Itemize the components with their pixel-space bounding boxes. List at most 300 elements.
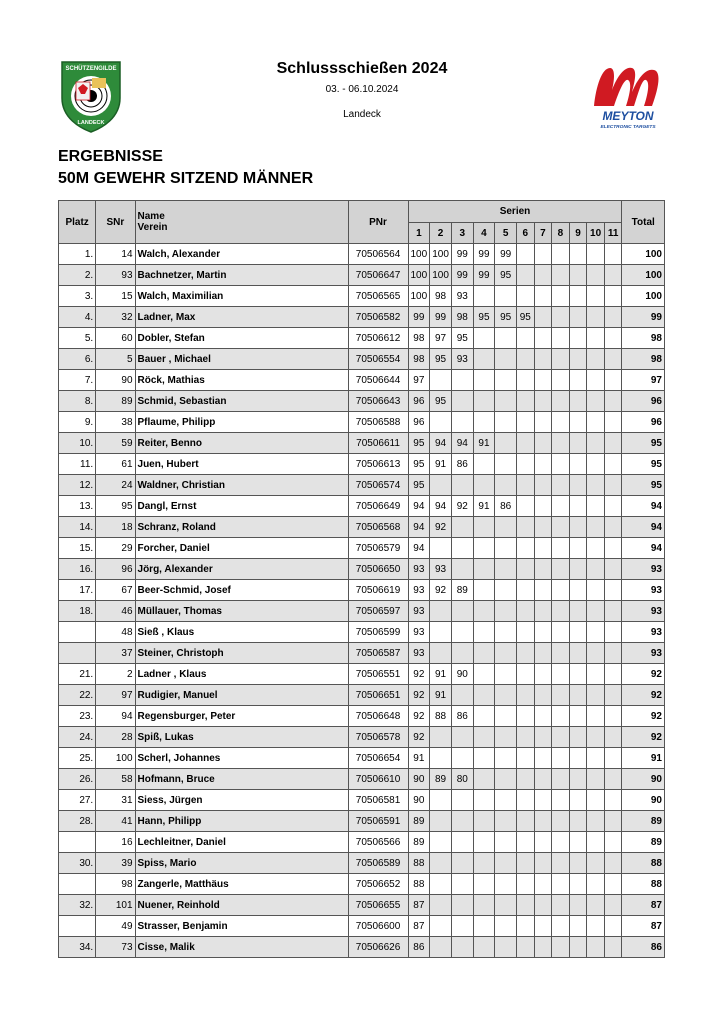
cell-series-7: [534, 706, 552, 727]
cell-series-2: 97: [430, 328, 452, 349]
cell-series-11: [604, 937, 622, 958]
cell-platz: 27.: [59, 790, 96, 811]
cell-series-9: [569, 895, 587, 916]
cell-series-7: [534, 307, 552, 328]
cell-platz: 16.: [59, 559, 96, 580]
cell-series-10: [587, 769, 605, 790]
cell-series-1: 91: [408, 748, 430, 769]
cell-series-7: [534, 559, 552, 580]
cell-series-3: 99: [451, 265, 473, 286]
cell-series-8: [552, 580, 570, 601]
cell-series-11: [604, 370, 622, 391]
cell-total: 93: [622, 643, 665, 664]
cell-pnr: 70506600: [348, 916, 408, 937]
cell-series-3: [451, 601, 473, 622]
cell-series-9: [569, 790, 587, 811]
cell-total: 93: [622, 580, 665, 601]
cell-pnr: 70506566: [348, 832, 408, 853]
cell-series-7: [534, 853, 552, 874]
cell-series-1: 93: [408, 559, 430, 580]
table-row: [59, 580, 665, 601]
cell-name: Regensburger, Peter: [135, 706, 348, 727]
cell-name: Ladner , Klaus: [135, 664, 348, 685]
cell-total: 93: [622, 601, 665, 622]
cell-series-6: [517, 328, 535, 349]
cell-series-1: 93: [408, 601, 430, 622]
cell-series-1: 87: [408, 895, 430, 916]
cell-series-11: [604, 559, 622, 580]
cell-series-1: 97: [408, 370, 430, 391]
cell-total: 95: [622, 454, 665, 475]
cell-platz: 6.: [59, 349, 96, 370]
cell-series-10: [587, 412, 605, 433]
cell-series-6: [517, 790, 535, 811]
cell-snr: 48: [96, 622, 135, 643]
cell-total: 93: [622, 559, 665, 580]
cell-series-2: [430, 937, 452, 958]
cell-series-6: [517, 601, 535, 622]
table-row: [59, 601, 665, 622]
cell-series-7: [534, 433, 552, 454]
cell-series-11: [604, 244, 622, 265]
cell-series-11: [604, 307, 622, 328]
cell-series-1: 93: [408, 643, 430, 664]
header-series-9: 9: [569, 223, 587, 244]
cell-series-11: [604, 664, 622, 685]
cell-snr: 93: [96, 265, 135, 286]
cell-series-1: 99: [408, 307, 430, 328]
cell-series-7: [534, 916, 552, 937]
cell-total: 90: [622, 790, 665, 811]
cell-series-8: [552, 769, 570, 790]
cell-series-9: [569, 622, 587, 643]
cell-series-4: 99: [473, 244, 495, 265]
cell-series-11: [604, 454, 622, 475]
cell-series-2: 91: [430, 454, 452, 475]
cell-name: Pflaume, Philipp: [135, 412, 348, 433]
cell-series-3: 90: [451, 664, 473, 685]
cell-series-2: [430, 643, 452, 664]
cell-series-10: [587, 391, 605, 412]
cell-total: 95: [622, 475, 665, 496]
cell-snr: 97: [96, 685, 135, 706]
cell-series-4: [473, 349, 495, 370]
cell-series-9: [569, 832, 587, 853]
cell-series-1: 92: [408, 706, 430, 727]
cell-series-2: [430, 601, 452, 622]
table-row: [59, 685, 665, 706]
cell-series-2: [430, 412, 452, 433]
cell-series-2: 100: [430, 265, 452, 286]
cell-total: 100: [622, 265, 665, 286]
cell-total: 96: [622, 412, 665, 433]
cell-series-1: 94: [408, 517, 430, 538]
table-row: [59, 937, 665, 958]
cell-series-11: [604, 580, 622, 601]
cell-snr: 46: [96, 601, 135, 622]
cell-pnr: 70506610: [348, 769, 408, 790]
cell-series-8: [552, 664, 570, 685]
cell-name: Cisse, Malik: [135, 937, 348, 958]
cell-name: Rudigier, Manuel: [135, 685, 348, 706]
cell-series-2: 89: [430, 769, 452, 790]
header-total: Total: [622, 201, 665, 244]
cell-series-8: [552, 790, 570, 811]
cell-series-3: 86: [451, 454, 473, 475]
cell-series-1: 92: [408, 727, 430, 748]
cell-series-1: 89: [408, 832, 430, 853]
cell-series-3: [451, 643, 473, 664]
cell-name: Lechleitner, Daniel: [135, 832, 348, 853]
cell-total: 88: [622, 853, 665, 874]
cell-snr: 5: [96, 349, 135, 370]
cell-series-4: [473, 706, 495, 727]
cell-total: 91: [622, 748, 665, 769]
cell-platz: 17.: [59, 580, 96, 601]
cell-series-1: 92: [408, 664, 430, 685]
cell-series-4: 91: [473, 496, 495, 517]
cell-series-1: 93: [408, 580, 430, 601]
cell-series-9: [569, 433, 587, 454]
cell-series-9: [569, 580, 587, 601]
cell-series-10: [587, 244, 605, 265]
cell-series-5: [495, 748, 517, 769]
cell-series-7: [534, 244, 552, 265]
cell-series-10: [587, 622, 605, 643]
cell-series-4: [473, 685, 495, 706]
table-row: [59, 790, 665, 811]
cell-series-7: [534, 748, 552, 769]
table-row: [59, 769, 665, 790]
section-subtitle: 50M GEWEHR SITZEND MÄNNER: [58, 170, 314, 187]
cell-series-4: 91: [473, 433, 495, 454]
cell-series-8: [552, 328, 570, 349]
cell-pnr: 70506611: [348, 433, 408, 454]
header-name-verein: [135, 201, 348, 244]
cell-series-11: [604, 601, 622, 622]
cell-series-7: [534, 517, 552, 538]
cell-total: 86: [622, 937, 665, 958]
cell-series-5: [495, 937, 517, 958]
cell-series-8: [552, 370, 570, 391]
cell-snr: 59: [96, 433, 135, 454]
header-series-10: 10: [587, 223, 605, 244]
cell-series-4: [473, 748, 495, 769]
cell-series-11: [604, 328, 622, 349]
cell-series-2: [430, 895, 452, 916]
cell-series-9: [569, 853, 587, 874]
cell-series-4: [473, 790, 495, 811]
cell-series-2: 91: [430, 664, 452, 685]
cell-series-6: [517, 622, 535, 643]
cell-name: Dangl, Ernst: [135, 496, 348, 517]
cell-series-5: 86: [495, 496, 517, 517]
cell-series-3: [451, 517, 473, 538]
cell-series-1: 90: [408, 790, 430, 811]
cell-platz: 10.: [59, 433, 96, 454]
cell-series-5: [495, 622, 517, 643]
cell-platz: 11.: [59, 454, 96, 475]
cell-series-10: [587, 706, 605, 727]
cell-series-8: [552, 265, 570, 286]
table-row: [59, 307, 665, 328]
cell-series-4: [473, 853, 495, 874]
cell-series-10: [587, 748, 605, 769]
cell-series-8: [552, 937, 570, 958]
cell-name: Jörg, Alexander: [135, 559, 348, 580]
results-table: [58, 200, 665, 958]
cell-series-7: [534, 685, 552, 706]
cell-series-3: [451, 811, 473, 832]
cell-pnr: 70506581: [348, 790, 408, 811]
cell-series-5: [495, 811, 517, 832]
cell-series-7: [534, 790, 552, 811]
cell-name: Schranz, Roland: [135, 517, 348, 538]
cell-series-3: 93: [451, 286, 473, 307]
cell-series-2: [430, 748, 452, 769]
cell-platz: 22.: [59, 685, 96, 706]
cell-series-8: [552, 349, 570, 370]
cell-series-4: [473, 727, 495, 748]
cell-series-9: [569, 874, 587, 895]
cell-series-5: [495, 433, 517, 454]
cell-series-7: [534, 895, 552, 916]
cell-series-7: [534, 496, 552, 517]
cell-series-11: [604, 790, 622, 811]
header-serien: Serien: [408, 201, 622, 223]
event-title: Schlussschießen 2024: [276, 60, 448, 77]
header-series-5: 5: [495, 223, 517, 244]
cell-series-3: [451, 538, 473, 559]
cell-total: 89: [622, 832, 665, 853]
cell-series-8: [552, 601, 570, 622]
cell-series-6: [517, 517, 535, 538]
table-row: [59, 811, 665, 832]
cell-snr: 28: [96, 727, 135, 748]
cell-pnr: 70506554: [348, 349, 408, 370]
cell-series-6: [517, 811, 535, 832]
cell-series-5: [495, 790, 517, 811]
cell-total: 99: [622, 307, 665, 328]
cell-series-3: [451, 622, 473, 643]
cell-snr: 101: [96, 895, 135, 916]
cell-series-6: [517, 391, 535, 412]
cell-series-1: 89: [408, 811, 430, 832]
cell-series-5: [495, 727, 517, 748]
cell-series-2: [430, 475, 452, 496]
cell-snr: 14: [96, 244, 135, 265]
cell-series-2: 93: [430, 559, 452, 580]
cell-series-10: [587, 538, 605, 559]
cell-series-1: 92: [408, 685, 430, 706]
cell-series-3: 95: [451, 328, 473, 349]
cell-series-2: 92: [430, 580, 452, 601]
cell-series-2: [430, 538, 452, 559]
cell-series-9: [569, 937, 587, 958]
cell-total: 90: [622, 769, 665, 790]
cell-series-9: [569, 412, 587, 433]
cell-snr: 60: [96, 328, 135, 349]
cell-series-8: [552, 244, 570, 265]
cell-series-6: [517, 370, 535, 391]
cell-total: 87: [622, 916, 665, 937]
cell-platz: 3.: [59, 286, 96, 307]
cell-series-10: [587, 370, 605, 391]
cell-series-6: [517, 937, 535, 958]
table-row: [59, 643, 665, 664]
cell-platz: [59, 622, 96, 643]
cell-series-6: [517, 349, 535, 370]
cell-series-5: [495, 286, 517, 307]
cell-platz: 14.: [59, 517, 96, 538]
cell-series-10: [587, 496, 605, 517]
cell-series-3: [451, 391, 473, 412]
cell-series-5: [495, 706, 517, 727]
header-verein: Verein: [137, 222, 168, 233]
cell-series-1: 100: [408, 286, 430, 307]
cell-pnr: 70506612: [348, 328, 408, 349]
cell-pnr: 70506597: [348, 601, 408, 622]
table-row: [59, 433, 665, 454]
cell-series-11: [604, 517, 622, 538]
cell-series-2: [430, 832, 452, 853]
cell-series-5: [495, 685, 517, 706]
cell-series-10: [587, 559, 605, 580]
cell-series-7: [534, 391, 552, 412]
cell-series-1: 95: [408, 454, 430, 475]
cell-series-11: [604, 832, 622, 853]
cell-series-10: [587, 286, 605, 307]
cell-name: Forcher, Daniel: [135, 538, 348, 559]
cell-snr: 100: [96, 748, 135, 769]
cell-platz: [59, 832, 96, 853]
cell-series-2: 95: [430, 391, 452, 412]
cell-platz: 9.: [59, 412, 96, 433]
cell-series-8: [552, 832, 570, 853]
cell-series-2: [430, 622, 452, 643]
cell-series-7: [534, 475, 552, 496]
cell-series-6: [517, 748, 535, 769]
cell-series-7: [534, 811, 552, 832]
cell-series-7: [534, 454, 552, 475]
event-date: 03. - 06.10.2024: [325, 84, 399, 95]
cell-series-9: [569, 307, 587, 328]
cell-series-9: [569, 454, 587, 475]
cell-series-10: [587, 937, 605, 958]
cell-series-1: 90: [408, 769, 430, 790]
cell-total: 89: [622, 811, 665, 832]
cell-series-8: [552, 538, 570, 559]
cell-snr: 41: [96, 811, 135, 832]
table-row: [59, 412, 665, 433]
cell-series-6: [517, 433, 535, 454]
cell-series-9: [569, 706, 587, 727]
cell-series-4: [473, 412, 495, 433]
header-series-4: 4: [473, 223, 495, 244]
cell-total: 95: [622, 433, 665, 454]
cell-series-10: [587, 727, 605, 748]
cell-series-10: [587, 454, 605, 475]
cell-name: Ladner, Max: [135, 307, 348, 328]
cell-series-9: [569, 538, 587, 559]
cell-series-3: 94: [451, 433, 473, 454]
cell-series-5: [495, 328, 517, 349]
cell-series-9: [569, 370, 587, 391]
cell-series-1: 87: [408, 916, 430, 937]
cell-snr: 94: [96, 706, 135, 727]
cell-series-5: [495, 580, 517, 601]
section-title: ERGEBNISSE: [58, 148, 163, 165]
cell-series-1: 100: [408, 244, 430, 265]
cell-series-7: [534, 265, 552, 286]
cell-series-5: [495, 538, 517, 559]
cell-total: 97: [622, 370, 665, 391]
cell-series-6: [517, 412, 535, 433]
cell-series-10: [587, 307, 605, 328]
cell-pnr: 70506655: [348, 895, 408, 916]
header-series-7: 7: [534, 223, 552, 244]
table-row: [59, 517, 665, 538]
cell-pnr: 70506647: [348, 265, 408, 286]
cell-series-4: [473, 475, 495, 496]
header-series-1: 1: [408, 223, 430, 244]
cell-series-1: 95: [408, 475, 430, 496]
cell-series-8: [552, 874, 570, 895]
cell-pnr: 70506551: [348, 664, 408, 685]
cell-series-8: [552, 916, 570, 937]
header-series-3: 3: [451, 223, 473, 244]
cell-series-8: [552, 895, 570, 916]
cell-pnr: 70506648: [348, 706, 408, 727]
event-location: Landeck: [343, 109, 381, 120]
cell-pnr: 70506578: [348, 727, 408, 748]
cell-series-11: [604, 475, 622, 496]
table-row: [59, 706, 665, 727]
table-row: [59, 370, 665, 391]
cell-series-1: 98: [408, 328, 430, 349]
table-row: [59, 244, 665, 265]
table-row: [59, 895, 665, 916]
cell-series-1: 93: [408, 622, 430, 643]
cell-series-6: [517, 244, 535, 265]
cell-platz: 8.: [59, 391, 96, 412]
cell-series-11: [604, 895, 622, 916]
cell-name: Spiss, Mario: [135, 853, 348, 874]
cell-series-11: [604, 349, 622, 370]
cell-series-9: [569, 559, 587, 580]
table-row: [59, 664, 665, 685]
cell-snr: 95: [96, 496, 135, 517]
cell-snr: 24: [96, 475, 135, 496]
cell-series-6: [517, 853, 535, 874]
cell-series-3: [451, 832, 473, 853]
cell-series-6: [517, 496, 535, 517]
cell-series-8: [552, 727, 570, 748]
cell-name: Steiner, Christoph: [135, 643, 348, 664]
cell-series-8: [552, 811, 570, 832]
cell-series-10: [587, 433, 605, 454]
cell-series-9: [569, 664, 587, 685]
cell-series-6: [517, 832, 535, 853]
cell-series-11: [604, 769, 622, 790]
cell-series-1: 94: [408, 496, 430, 517]
cell-series-2: 92: [430, 517, 452, 538]
cell-pnr: 70506587: [348, 643, 408, 664]
cell-series-4: [473, 391, 495, 412]
cell-series-2: [430, 370, 452, 391]
cell-series-6: [517, 685, 535, 706]
cell-series-3: 98: [451, 307, 473, 328]
